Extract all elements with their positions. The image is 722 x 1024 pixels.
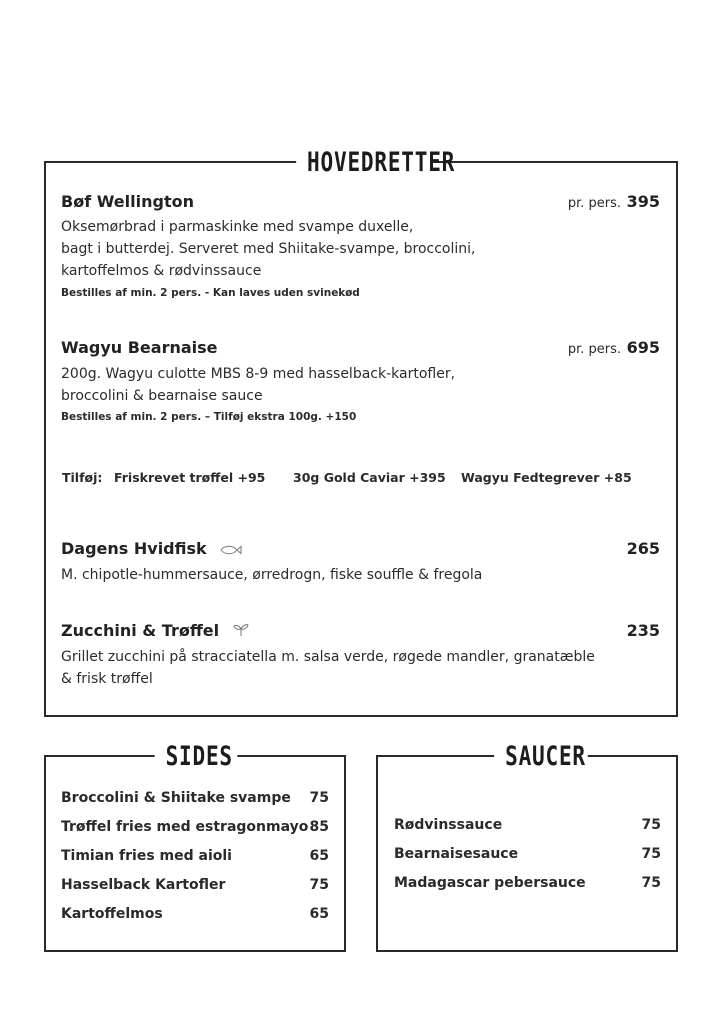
fish-icon [220, 540, 242, 559]
dish-name: Bøf Wellington [61, 192, 194, 211]
price-value: 695 [626, 338, 660, 357]
side-item-name: Trøffel fries med estragonmayo [61, 819, 309, 835]
dish-description-line: bagt i butterdej. Serveret med Shiitake-svampe, broccolini, [61, 241, 476, 257]
saucer-title: SAUCER [494, 741, 588, 773]
side-item-name: Timian fries med aioli [61, 848, 232, 864]
dish-name: Wagyu Bearnaise [61, 338, 218, 357]
sides-title: SIDES [155, 741, 238, 773]
price-value: 395 [626, 192, 660, 211]
dish-name: Dagens Hvidfisk [61, 539, 207, 558]
dish-price [568, 338, 660, 357]
dish-name-row [61, 621, 249, 641]
side-item-name: Broccolini & Shiitake svampe [61, 790, 291, 806]
sauce-item-name: Madagascar pebersauce [394, 875, 586, 891]
dish-description-line: Oksemørbrad i parmaskinke med svampe duxelle, [61, 219, 414, 235]
hovedretter-title: HOVEDRETTER [296, 147, 432, 179]
side-item-price: 85 [309, 819, 329, 835]
sauce-item-name: Bearnaisesauce [394, 846, 519, 862]
addons-label: Tilføj: [62, 470, 103, 485]
side-item-price: 75 [309, 790, 329, 806]
sauce-item-price: 75 [641, 817, 661, 833]
dish-description-line: Grillet zucchini på stracciatella m. salsa verde, røgede mandler, granatæble [61, 649, 595, 665]
dish-description-line: & frisk trøffel [61, 671, 153, 687]
side-item-price: 65 [309, 906, 329, 922]
sauce-item-price: 75 [641, 846, 661, 862]
dish-description-line: kartoffelmos & rødvinssauce [61, 263, 262, 279]
dish-price [568, 192, 660, 211]
dish-description-line: broccolini & bearnaise sauce [61, 388, 263, 404]
sauce-item-price: 75 [641, 875, 661, 891]
per-person-label: pr. pers. [567, 342, 622, 357]
dish-note: Bestilles af min. 2 pers. – Tilføj ekstra 100g. +150 [61, 411, 357, 423]
sauce-item-name: Rødvinssauce [394, 817, 503, 833]
saucer-section [376, 741, 678, 952]
side-item-name: Hasselback Kartofler [61, 877, 226, 893]
addon-item: 30g Gold Caviar +395 [293, 470, 446, 485]
dish-name: Zucchini & Trøffel [61, 621, 220, 640]
hovedretter-section [44, 147, 678, 717]
addon-item: Friskrevet trøffel +95 [114, 470, 266, 485]
side-item-price: 75 [309, 877, 329, 893]
leaf-icon [233, 622, 249, 641]
dish-price: 265 [626, 539, 660, 558]
addon-item: Wagyu Fedtegrever +85 [461, 470, 632, 485]
dish-price: 235 [626, 621, 660, 640]
dish-description-line: 200g. Wagyu culotte MBS 8-9 med hasselback-kartofler, [61, 366, 456, 382]
dish-description-line: M. chipotle-hummersauce, ørredrogn, fiske souffle & fregola [61, 567, 483, 583]
dish-name-row [61, 539, 242, 559]
sides-section [44, 741, 346, 952]
per-person-label: pr. pers. [567, 196, 622, 211]
dish-note: Bestilles af min. 2 pers. - Kan laves uden svinekød [61, 287, 360, 299]
side-item-price: 65 [309, 848, 329, 864]
side-item-name: Kartoffelmos [61, 906, 163, 922]
